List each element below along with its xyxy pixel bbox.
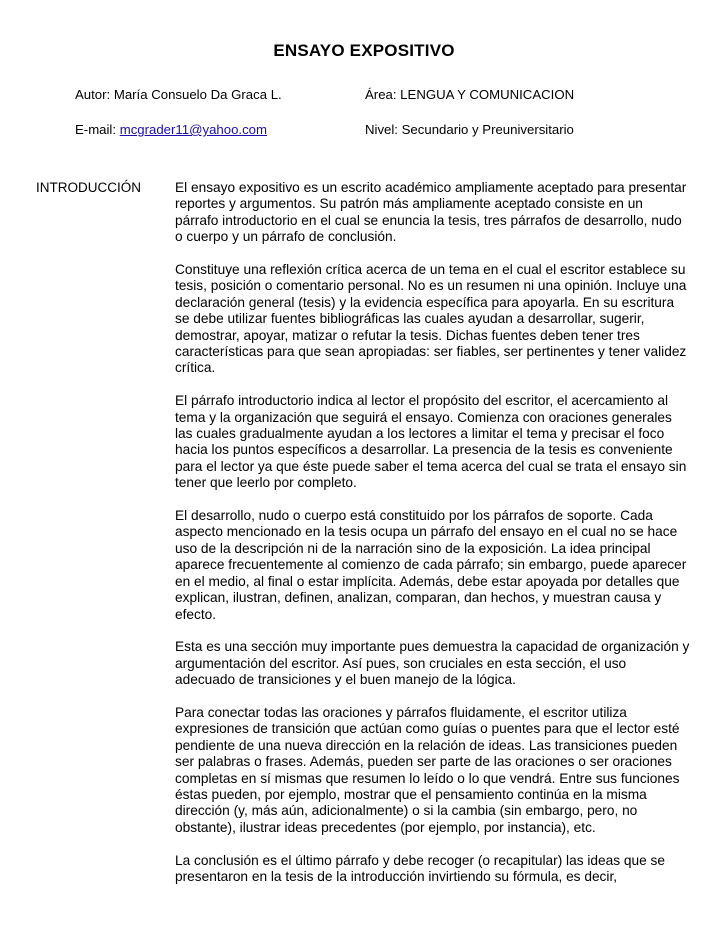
paragraph: Para conectar todas las oraciones y párrafos fluidamente, el escritor utiliza expresiones de transición que actúan como guías o puentes para que el lector esté pendiente de una nueva dirección en la relación de ideas. Las transiciones pueden ser palabras o frases. Además, pueden ser parte de las oraciones o ser oraciones completas en sí mismas que resumen lo leído o lo que vendrá. Entre sus funciones éstas pueden, por ejemplo, mostrar que el pensamiento continúa en la misma dirección (y, más aún, adicionalmente) o si la cambia (sin embargo, pero, no obstante), ilustrar ideas precedentes (por ejemplo, por instancia), etc. xyxy=(175,704,680,835)
paragraph: Esta es una sección muy importante pues demuestra la capacidad de organización y argumentación del escritor. Así pues, son cruciales en esta sección, el uso adecuado de transiciones y el buen manejo de la lógica. xyxy=(175,639,690,688)
section-body xyxy=(175,180,690,902)
email-prefix: E-mail: xyxy=(75,122,120,137)
email-link[interactable]: mcgrader11@yahoo.com xyxy=(119,122,267,137)
paragraph: Constituye una reflexión crítica acerca de un tema en el cual el escritor establece su tesis, posición o comentario personal. No es un resumen ni una opinión. Incluye una declaración general (tesis) y la evidencia específica para apoyarla. En su escritura se debe utilizar fuentes bibliográficas las cuales ayudan a desarrollar, sugerir, demostrar, apoyar, matizar o refutar la tesis. Dichas fuentes deben tener tres características para que sean apropiadas: ser fiables, ser pertinentes y tener validez crítica. xyxy=(175,262,687,376)
area-line: Área: LENGUA Y COMUNICACION xyxy=(365,87,575,102)
paragraph: El párrafo introductorio indica al lector el propósito del escritor, el acercamiento al tema y la organización que seguirá el ensayo. Comienza con oraciones generales las cuales gradualmente ayudan a los lectores a limitar el tema y precisar el foco hacia los puntos específicos a desarrollar. La presencia de la tesis es conveniente para el lector ya que éste puede saber el tema acerca del cual se trata el ensayo sin tener que leerlo por completo. xyxy=(175,393,687,491)
paragraph: El desarrollo, nudo o cuerpo está constituido por los párrafos de soporte. Cada aspecto mencionado en la tesis ocupa un párrafo del ensayo en el cual no se hace uso de la descripción ni de la narración sino de la exposición. La idea principal aparece frecuentemente al comienzo de cada párrafo; sin embargo, puede aparecer en el medio, al final o estar implícita. Además, debe estar apoyada por detalles que explican, ilustran, definen, analizan, comparan, dan hechos, y muestran causa y efecto. xyxy=(175,508,687,622)
paragraph: El ensayo expositivo es un escrito académico ampliamente aceptado para presentar reportes y argumentos. Su patrón más ampliamente aceptado consiste en un párrafo introductorio en el cual se enuncia la tesis, tres párrafos de desarrollo, nudo o cuerpo y un párrafo de conclusión. xyxy=(175,180,687,245)
paragraph: La conclusión es el último párrafo y debe recoger (o recapitular) las ideas que se presentaron en la tesis de la introducción invirtiendo su fórmula, es decir, xyxy=(175,852,665,884)
author-line: Autor: María Consuelo Da Graca L. xyxy=(75,87,282,102)
section-label: INTRODUCCIÓN xyxy=(36,180,141,195)
email-line xyxy=(75,122,267,137)
level-line: Nivel: Secundario y Preuniversitario xyxy=(365,122,574,137)
document-title: ENSAYO EXPOSITIVO xyxy=(273,41,455,60)
